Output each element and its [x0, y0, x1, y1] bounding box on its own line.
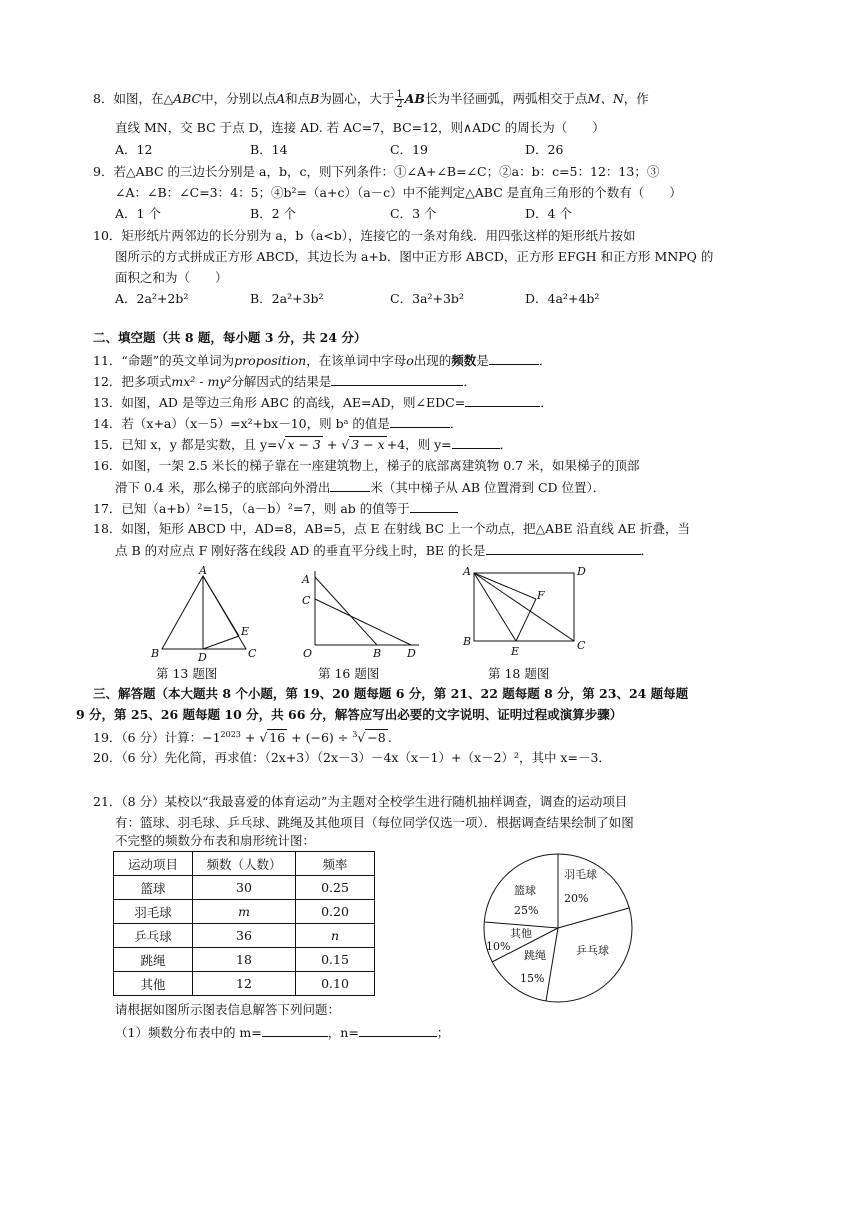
table-cell: 篮球	[114, 876, 193, 900]
table-row	[114, 972, 375, 996]
q8-line2: 直线 MN，交 BC 于点 D，连接 AD. 若 AC=7，BC=12，则∧ADC 的周长为（ ）	[115, 120, 605, 135]
table-cell: 0.10	[296, 972, 375, 996]
caption-figure-16: 第 16 题图	[318, 666, 380, 681]
label-b: B	[151, 647, 160, 660]
q14-line: 14．若（x+a）（x－5）=x²+bx－10，则 bᵃ 的值是 ．	[93, 416, 463, 431]
q16-answer-blank[interactable]	[330, 479, 370, 492]
q8-option-d: D．26	[525, 142, 564, 157]
pie-label-rope-pct: 15%	[520, 972, 545, 985]
table-cell: 18	[193, 948, 296, 972]
pie-label-rope: 跳绳	[524, 949, 546, 962]
q10-option-c: C．3a²+3b²	[390, 291, 464, 306]
q8-option-b: B．14	[250, 142, 288, 157]
table-cell: 跳绳	[114, 948, 193, 972]
caption-figure-13: 第 13 题图	[156, 666, 218, 681]
q19-line: 19．（6 分）计算：$-1^{2023}$ + √ 16 + (−6) ÷ $^3$√ −8 .	[93, 730, 392, 745]
q17-answer-blank[interactable]	[410, 500, 458, 513]
label-b: B	[463, 635, 472, 648]
q9-option-d: D．4 个	[525, 206, 572, 221]
segment-ae	[474, 573, 516, 641]
q10-line1: 10．矩形纸片两邻边的长分别为 a，b（a<b），连接它的一条对角线．用四张这样的矩形纸片按如	[93, 228, 636, 243]
q17-line: 17．已知（a+b）²=15，（a－b）²=7，则 ab 的值等于	[93, 500, 458, 517]
pie-label-badminton-pct: 20%	[564, 892, 589, 905]
q18-line2: 点 B 的对应点 F 刚好落在线段 AD 的垂直平分线上时，BE 的长是 ．	[115, 543, 654, 558]
pie-label-basketball-pct: 25%	[514, 904, 539, 917]
label-d: D	[577, 565, 586, 578]
label-e: E	[241, 625, 250, 638]
pie-label-badminton: 羽毛球	[564, 868, 597, 881]
q21-line2: 有：篮球、羽毛球、乒乓球、跳绳及其他项目（每位同学仅选一项）．根据调查结果绘制了如图	[115, 815, 634, 830]
segment-ae	[203, 576, 239, 636]
q13-answer-blank[interactable]	[465, 394, 540, 407]
table-cell: 12	[193, 972, 296, 996]
q15-answer-blank[interactable]	[452, 436, 500, 449]
table-header: 运动项目	[114, 852, 193, 876]
q18-answer-blank[interactable]	[486, 542, 641, 555]
table-cell: 乒乓球	[114, 924, 193, 948]
table-header-row	[114, 852, 375, 876]
q14-answer-blank[interactable]	[390, 415, 450, 428]
label-a: A	[463, 565, 471, 578]
table-row	[114, 948, 375, 972]
q21-line3: 不完整的频数分布表和扇形统计图：	[115, 833, 316, 848]
q21-m-blank[interactable]	[262, 1024, 328, 1037]
section-heading-fill-blank: 二、填空题（共 8 题，每小题 3 分，共 24 分）	[93, 330, 367, 345]
q10-line3: 面积之和为（ ）	[115, 270, 228, 285]
q11-line: 11．“命题”的英文单词为proposition，在该单词中字母o出现的频数是 ．	[93, 353, 552, 368]
q8-option-c: C．19	[390, 142, 428, 157]
q11-answer-blank[interactable]	[489, 352, 539, 365]
pie-label-basketball: 篮球	[514, 884, 536, 897]
table-cell: 其他	[114, 972, 193, 996]
label-d: D	[407, 647, 416, 660]
q18-line1: 18．如图，矩形 ABCD 中，AD=8，AB=5，点 E 在射线 BC 上一个动点，把△ABE 沿直线 AE 折叠，当	[93, 521, 691, 536]
diagonal-ac	[474, 573, 574, 641]
table-cell: 30	[193, 876, 296, 900]
table-cell: n	[296, 924, 375, 948]
figure-16	[297, 563, 427, 663]
q13-line: 13．如图，AD 是等边三角形 ABC 的高线，AE=AD，则∠EDC= ．	[93, 395, 553, 410]
q20-line: 20．（6 分）先化简，再求值：（2x+3）（2x－3）－4x（x－1）+（x－2）²，其中 x=－3．	[93, 750, 611, 765]
q12-answer-blank[interactable]	[331, 373, 463, 386]
pie-label-other-pct: 10%	[486, 940, 511, 953]
q21-sub1: （1）频数分布表中的 m= ，n= ；	[115, 1025, 450, 1040]
label-a: A	[199, 564, 207, 577]
q21-n-blank[interactable]	[359, 1024, 437, 1037]
q16-line2: 滑下 0.4 米，那么梯子的底部向外滑出 米（其中梯子从 AB 位置滑到 CD 位置）．	[115, 480, 606, 495]
table-row	[114, 924, 375, 948]
table-header: 频率	[296, 852, 375, 876]
fraction-half: $\frac{1}{2}$	[396, 89, 403, 110]
table-header: 频数（人数）	[193, 852, 296, 876]
label-b: B	[373, 647, 382, 660]
table-cell: m	[193, 900, 296, 924]
frequency-table	[113, 851, 375, 996]
q10-line2: 图所示的方式拼成正方形 ABCD，其边长为 a+b．图中正方形 ABCD，正方形 EFGH 和正方形 MNPQ 的	[115, 249, 714, 264]
q9-line1: 9．若△ABC 的三边长分别是 a，b，c，则下列条件：①∠A+∠B=∠C；②a：b：c=5：12：13；③	[93, 164, 660, 179]
q9-line2: ∠A：∠B：∠C=3：4：5；④b²=（a+c）（a－c）中不能判定△ABC 是直角三角形的个数有（ ）	[115, 185, 682, 200]
table-cell: 羽毛球	[114, 900, 193, 924]
section-heading-solve-line2: 9 分，第 25、26 题每题 10 分，共 66 分，解答应写出必要的文字说明、证明过程或演算步骤）	[76, 707, 623, 722]
pie-divider-right	[558, 908, 629, 928]
q9-option-b: B．2 个	[250, 206, 297, 221]
segment-ef	[516, 599, 536, 641]
table-cell: 0.20	[296, 900, 375, 924]
q9-option-c: C．3 个	[390, 206, 437, 221]
q10-option-a: A．2a²+2b²	[115, 291, 189, 306]
label-d: D	[198, 651, 207, 663]
q12-line: 12．把多项式mx² - my²分解因式的结果是 ．	[93, 374, 476, 389]
table-row	[114, 900, 375, 924]
label-e: E	[511, 645, 520, 658]
q21-instruction: 请根据如图所示图表信息解答下列问题：	[115, 1002, 341, 1017]
label-o: O	[303, 647, 313, 660]
q9-option-a: A．1 个	[115, 206, 161, 221]
q8-line1: 8．如图，在△ABC中，分别以点A和点B为圆心，大于 $\frac{1}{2}$ AB长为半径画弧，两弧相交于点M、N，作	[93, 89, 649, 110]
caption-figure-18: 第 18 题图	[488, 666, 550, 681]
table-cell: 0.25	[296, 876, 375, 900]
section-heading-solve-line1: 三、解答题（本大题共 8 个小题，第 19、20 题每题 6 分，第 21、22 题每题 8 分，第 23、24 题每题	[93, 686, 689, 701]
label-c: C	[248, 647, 257, 660]
q8-option-a: A．12	[115, 142, 153, 157]
q10-option-d: D．4a²+4b²	[525, 291, 600, 306]
label-f: F	[537, 589, 545, 602]
ladder-cd	[315, 599, 411, 645]
segment-de	[203, 636, 239, 649]
table-cell: 36	[193, 924, 296, 948]
q21-line1: 21．（8 分）某校以“我最喜爱的体育运动”为主题对全校学生进行随机抽样调查，调查的运动项目	[93, 794, 628, 809]
pie-divider-bottom	[546, 928, 558, 1001]
ladder-ab	[315, 577, 377, 645]
pie-label-pingpong: 乒乓球	[576, 944, 609, 957]
pie-label-other: 其他	[510, 927, 532, 940]
q10-option-b: B．2a²+3b²	[250, 291, 324, 306]
figure-13	[145, 563, 265, 663]
label-c: C	[302, 594, 311, 607]
figure-18	[458, 563, 593, 663]
table-row	[114, 876, 375, 900]
segment-af	[474, 573, 536, 599]
q15-line: 15．已知 x，y 都是实数，且 y=√ x − 3 + √ 3 − x +4，则 y= ．	[93, 437, 513, 452]
pie-chart	[478, 852, 638, 1004]
label-c: C	[577, 639, 586, 652]
q16-line1: 16．如图，一架 2.5 米长的梯子靠在一座建筑物上，梯子的底部离建筑物 0.7 米，如果梯子的顶部	[93, 458, 640, 473]
label-a: A	[302, 573, 310, 586]
table-cell: 0.15	[296, 948, 375, 972]
